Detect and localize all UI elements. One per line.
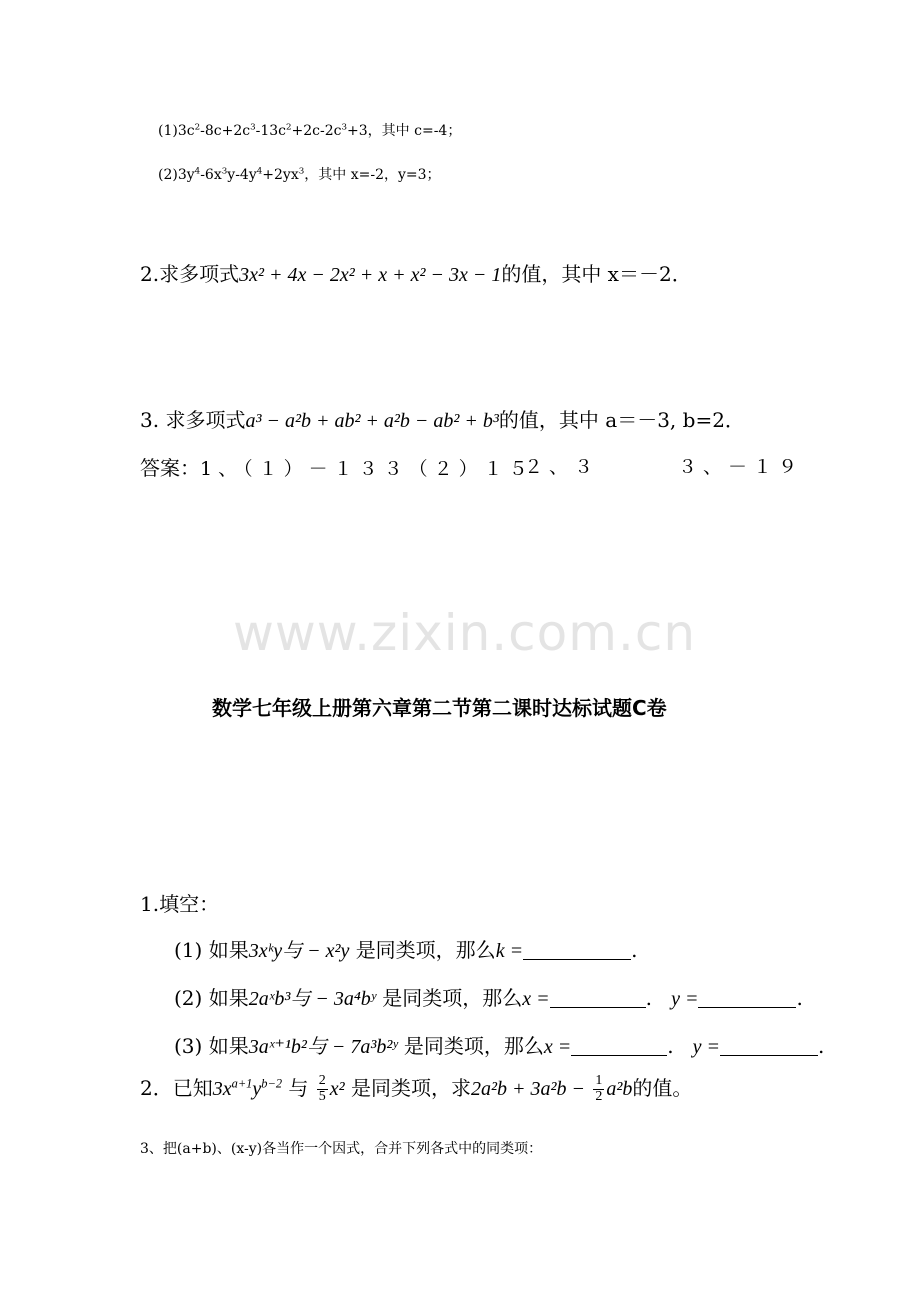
answer-3: ３、－１９ xyxy=(678,456,804,478)
fraction-one-half: $\frac{1}{2}$ xyxy=(595,1073,603,1104)
answer-blank-x[interactable] xyxy=(550,987,646,1008)
answer-1: 1、（１）－１３３（２）１５ xyxy=(200,458,534,480)
fill-blank-heading: 1.填空： xyxy=(140,892,220,916)
polynomial-expression: a³ − a²b + ab² + a²b − ab² + b³ xyxy=(245,410,499,432)
watermark: www.zixin.com.cn xyxy=(233,604,697,662)
answers-line xyxy=(140,452,534,481)
fill-blank-item-1: (1) 如果3xᵏy与 − x²y 是同类项，那么k = . xyxy=(174,938,638,962)
question-3: 3. 求多项式a³ − a²b + ab² + a²b − ab² + b³的值，其中 a＝－3, b=2． xyxy=(140,408,745,432)
fill-blank-item-3: (3) 如果3aˣ⁺¹b²与 − 7a³b²ʸ 是同类项，那么x = . y = . xyxy=(174,1034,825,1058)
answer-2: ２、３ xyxy=(524,456,600,478)
question-2: 2.求多项式3x² + 4x − 2x² + x + x² − 3x − 1的值，其中 x＝－2． xyxy=(140,262,692,286)
page-title: 数学七年级上册第六章第二节第二课时达标试题C卷 xyxy=(212,696,667,720)
answer-blank-y[interactable] xyxy=(720,1035,818,1056)
answer-blank-y[interactable] xyxy=(698,987,796,1008)
question-c3: 3、把(a+b)、(x-y)各当作一个因式，合并下列各式中的同类项： xyxy=(140,1141,543,1157)
polynomial-expression: 3x² + 4x − 2x² + x + x² − 3x − 1 xyxy=(239,264,502,286)
answer-blank-k[interactable] xyxy=(523,939,631,960)
exercise-1-sub2: $(2)3y^4-6x^3y-4y^4+2yx^3$，其中 x=-2，y=3； xyxy=(158,166,441,183)
answers-label: 答案： xyxy=(140,456,200,480)
question-c2: 2．已知$3x^{a+1}y^{b-2}$ 与 $\frac{2}{5}$ x² 是同类项，求2a²b + 3a²b − $\frac{1}{2}$ a²b的值。 xyxy=(140,1073,693,1104)
answer-blank-x[interactable] xyxy=(571,1035,667,1056)
fill-blank-item-2: (2) 如果2aˣb³与 − 3a⁴bʸ 是同类项，那么x = . y = . xyxy=(174,986,803,1010)
exercise-1-sub1: $(1)3c^2-8c+2c^3-13c^2+2c-2c^3+3$，其中 c=-4； xyxy=(158,122,462,139)
fraction-two-fifths: $\frac{2}{5}$ xyxy=(318,1073,326,1104)
